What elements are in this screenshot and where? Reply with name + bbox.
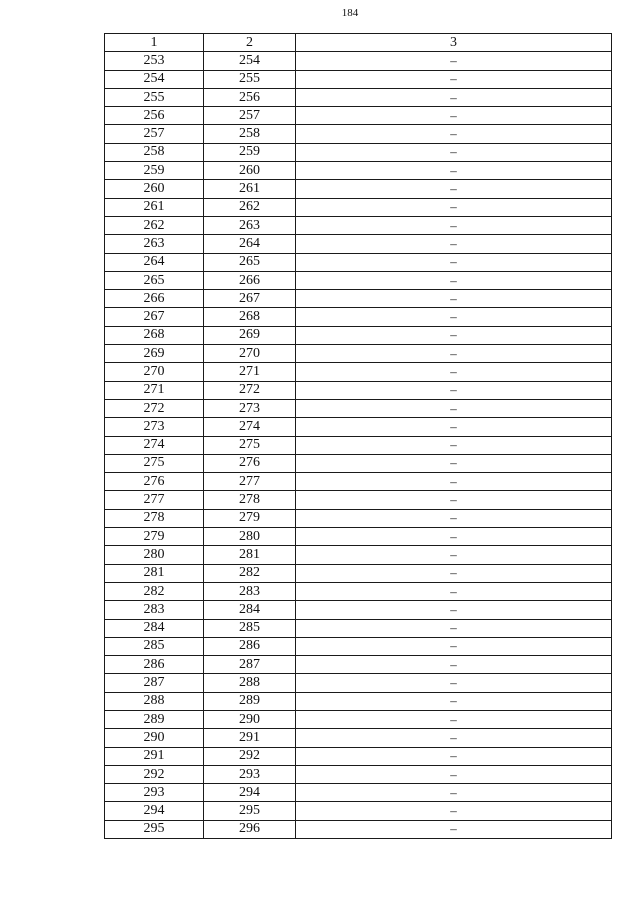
column-2-cell: 296 bbox=[204, 820, 296, 838]
column-3-cell: – bbox=[296, 162, 612, 180]
column-2-cell: 280 bbox=[204, 528, 296, 546]
column-3-cell: – bbox=[296, 765, 612, 783]
column-3-cell: – bbox=[296, 399, 612, 417]
column-3-cell: – bbox=[296, 308, 612, 326]
table-row bbox=[105, 235, 612, 253]
column-3-cell: – bbox=[296, 710, 612, 728]
column-3-cell: – bbox=[296, 345, 612, 363]
column-2-cell: 272 bbox=[204, 381, 296, 399]
column-3-cell: – bbox=[296, 619, 612, 637]
column-2-cell: 294 bbox=[204, 784, 296, 802]
column-1-cell: 269 bbox=[105, 345, 204, 363]
column-1-cell: 294 bbox=[105, 802, 204, 820]
column-2-cell: 257 bbox=[204, 107, 296, 125]
column-2-cell: 269 bbox=[204, 326, 296, 344]
column-3-cell: – bbox=[296, 436, 612, 454]
table-row bbox=[105, 601, 612, 619]
column-1-cell: 276 bbox=[105, 473, 204, 491]
column-1-cell: 264 bbox=[105, 253, 204, 271]
column-2-cell: 293 bbox=[204, 765, 296, 783]
column-3-cell: – bbox=[296, 363, 612, 381]
column-3-cell: – bbox=[296, 674, 612, 692]
column-1-cell: 256 bbox=[105, 107, 204, 125]
column-3-cell: – bbox=[296, 601, 612, 619]
table-row bbox=[105, 710, 612, 728]
column-1-cell: 271 bbox=[105, 381, 204, 399]
column-1-cell: 281 bbox=[105, 564, 204, 582]
column-3-cell: – bbox=[296, 784, 612, 802]
column-3-cell: – bbox=[296, 473, 612, 491]
column-2-cell: 292 bbox=[204, 747, 296, 765]
table-row bbox=[105, 528, 612, 546]
table-row bbox=[105, 345, 612, 363]
column-1-cell: 279 bbox=[105, 528, 204, 546]
column-1-cell: 292 bbox=[105, 765, 204, 783]
column-3-cell: – bbox=[296, 509, 612, 527]
table-row bbox=[105, 253, 612, 271]
data-table-container bbox=[104, 33, 612, 839]
column-2-cell: 278 bbox=[204, 491, 296, 509]
column-1-cell: 282 bbox=[105, 582, 204, 600]
column-2-cell: 281 bbox=[204, 546, 296, 564]
column-2-cell: 284 bbox=[204, 601, 296, 619]
table-row bbox=[105, 765, 612, 783]
column-1-cell: 287 bbox=[105, 674, 204, 692]
column-2-cell: 285 bbox=[204, 619, 296, 637]
table-row bbox=[105, 271, 612, 289]
column-3-cell: – bbox=[296, 729, 612, 747]
column-2-cell: 262 bbox=[204, 198, 296, 216]
column-1-cell: 268 bbox=[105, 326, 204, 344]
column-2-cell: 261 bbox=[204, 180, 296, 198]
table-row bbox=[105, 436, 612, 454]
column-3-cell: – bbox=[296, 381, 612, 399]
table-row bbox=[105, 656, 612, 674]
column-1-cell: 285 bbox=[105, 637, 204, 655]
column-1-cell: 277 bbox=[105, 491, 204, 509]
table-row bbox=[105, 363, 612, 381]
column-1-cell: 275 bbox=[105, 454, 204, 472]
table-row bbox=[105, 509, 612, 527]
column-1-cell: 258 bbox=[105, 143, 204, 161]
column-3-cell: – bbox=[296, 253, 612, 271]
column-2-cell: 267 bbox=[204, 290, 296, 308]
column-header-1: 1 bbox=[105, 34, 204, 52]
table-row bbox=[105, 546, 612, 564]
column-1-cell: 261 bbox=[105, 198, 204, 216]
column-1-cell: 260 bbox=[105, 180, 204, 198]
column-1-cell: 291 bbox=[105, 747, 204, 765]
column-3-cell: – bbox=[296, 546, 612, 564]
column-2-cell: 279 bbox=[204, 509, 296, 527]
column-1-cell: 262 bbox=[105, 216, 204, 234]
column-3-cell: – bbox=[296, 235, 612, 253]
table-row bbox=[105, 107, 612, 125]
table-row bbox=[105, 820, 612, 838]
column-header-2: 2 bbox=[204, 34, 296, 52]
column-2-cell: 266 bbox=[204, 271, 296, 289]
column-1-cell: 286 bbox=[105, 656, 204, 674]
table-row bbox=[105, 674, 612, 692]
table-header bbox=[105, 34, 612, 52]
table-row bbox=[105, 180, 612, 198]
table-row bbox=[105, 802, 612, 820]
column-1-cell: 257 bbox=[105, 125, 204, 143]
column-3-cell: – bbox=[296, 802, 612, 820]
table-row bbox=[105, 88, 612, 106]
column-2-cell: 288 bbox=[204, 674, 296, 692]
column-2-cell: 274 bbox=[204, 418, 296, 436]
column-3-cell: – bbox=[296, 637, 612, 655]
column-3-cell: – bbox=[296, 198, 612, 216]
column-3-cell: – bbox=[296, 52, 612, 70]
column-1-cell: 265 bbox=[105, 271, 204, 289]
table-row bbox=[105, 491, 612, 509]
table-row bbox=[105, 418, 612, 436]
table-row bbox=[105, 747, 612, 765]
table-row bbox=[105, 125, 612, 143]
column-1-cell: 270 bbox=[105, 363, 204, 381]
column-2-cell: 260 bbox=[204, 162, 296, 180]
column-2-cell: 270 bbox=[204, 345, 296, 363]
table-row bbox=[105, 143, 612, 161]
column-3-cell: – bbox=[296, 70, 612, 88]
table-row bbox=[105, 637, 612, 655]
column-2-cell: 263 bbox=[204, 216, 296, 234]
column-2-cell: 275 bbox=[204, 436, 296, 454]
column-2-cell: 287 bbox=[204, 656, 296, 674]
column-1-cell: 284 bbox=[105, 619, 204, 637]
table-row bbox=[105, 52, 612, 70]
column-2-cell: 255 bbox=[204, 70, 296, 88]
column-1-cell: 295 bbox=[105, 820, 204, 838]
table-row bbox=[105, 619, 612, 637]
column-1-cell: 278 bbox=[105, 509, 204, 527]
column-2-cell: 277 bbox=[204, 473, 296, 491]
column-1-cell: 263 bbox=[105, 235, 204, 253]
table-row bbox=[105, 381, 612, 399]
column-3-cell: – bbox=[296, 107, 612, 125]
table-row bbox=[105, 582, 612, 600]
column-1-cell: 280 bbox=[105, 546, 204, 564]
table-row bbox=[105, 692, 612, 710]
column-3-cell: – bbox=[296, 143, 612, 161]
column-2-cell: 290 bbox=[204, 710, 296, 728]
column-1-cell: 266 bbox=[105, 290, 204, 308]
header-row bbox=[105, 34, 612, 52]
table-row bbox=[105, 399, 612, 417]
column-3-cell: – bbox=[296, 290, 612, 308]
table-row bbox=[105, 308, 612, 326]
column-2-cell: 265 bbox=[204, 253, 296, 271]
column-3-cell: – bbox=[296, 125, 612, 143]
column-1-cell: 254 bbox=[105, 70, 204, 88]
column-2-cell: 283 bbox=[204, 582, 296, 600]
column-2-cell: 286 bbox=[204, 637, 296, 655]
table-row bbox=[105, 729, 612, 747]
column-1-cell: 272 bbox=[105, 399, 204, 417]
column-2-cell: 271 bbox=[204, 363, 296, 381]
table-row bbox=[105, 162, 612, 180]
column-1-cell: 267 bbox=[105, 308, 204, 326]
data-table bbox=[104, 33, 612, 839]
column-2-cell: 291 bbox=[204, 729, 296, 747]
column-3-cell: – bbox=[296, 216, 612, 234]
column-2-cell: 289 bbox=[204, 692, 296, 710]
column-2-cell: 254 bbox=[204, 52, 296, 70]
column-2-cell: 256 bbox=[204, 88, 296, 106]
table-row bbox=[105, 216, 612, 234]
column-1-cell: 255 bbox=[105, 88, 204, 106]
table-row bbox=[105, 784, 612, 802]
column-3-cell: – bbox=[296, 271, 612, 289]
column-2-cell: 276 bbox=[204, 454, 296, 472]
column-2-cell: 273 bbox=[204, 399, 296, 417]
column-2-cell: 282 bbox=[204, 564, 296, 582]
column-2-cell: 258 bbox=[204, 125, 296, 143]
column-2-cell: 259 bbox=[204, 143, 296, 161]
column-3-cell: – bbox=[296, 747, 612, 765]
table-row bbox=[105, 564, 612, 582]
column-3-cell: – bbox=[296, 656, 612, 674]
column-2-cell: 268 bbox=[204, 308, 296, 326]
column-3-cell: – bbox=[296, 180, 612, 198]
column-3-cell: – bbox=[296, 491, 612, 509]
column-1-cell: 288 bbox=[105, 692, 204, 710]
column-3-cell: – bbox=[296, 582, 612, 600]
table-row bbox=[105, 326, 612, 344]
column-1-cell: 273 bbox=[105, 418, 204, 436]
table-row bbox=[105, 454, 612, 472]
column-2-cell: 295 bbox=[204, 802, 296, 820]
column-2-cell: 264 bbox=[204, 235, 296, 253]
table-row bbox=[105, 198, 612, 216]
column-3-cell: – bbox=[296, 820, 612, 838]
column-1-cell: 283 bbox=[105, 601, 204, 619]
column-3-cell: – bbox=[296, 528, 612, 546]
column-3-cell: – bbox=[296, 418, 612, 436]
column-3-cell: – bbox=[296, 564, 612, 582]
column-3-cell: – bbox=[296, 88, 612, 106]
page-number-text: 184 bbox=[341, 7, 359, 19]
column-header-3: 3 bbox=[296, 34, 612, 52]
column-3-cell: – bbox=[296, 692, 612, 710]
column-1-cell: 274 bbox=[105, 436, 204, 454]
table-row bbox=[105, 70, 612, 88]
column-1-cell: 253 bbox=[105, 52, 204, 70]
table-row bbox=[105, 473, 612, 491]
column-1-cell: 259 bbox=[105, 162, 204, 180]
column-3-cell: – bbox=[296, 454, 612, 472]
column-1-cell: 293 bbox=[105, 784, 204, 802]
column-3-cell: – bbox=[296, 326, 612, 344]
column-1-cell: 289 bbox=[105, 710, 204, 728]
table-row bbox=[105, 290, 612, 308]
table-body bbox=[105, 52, 612, 839]
page-number bbox=[0, 6, 640, 20]
column-1-cell: 290 bbox=[105, 729, 204, 747]
